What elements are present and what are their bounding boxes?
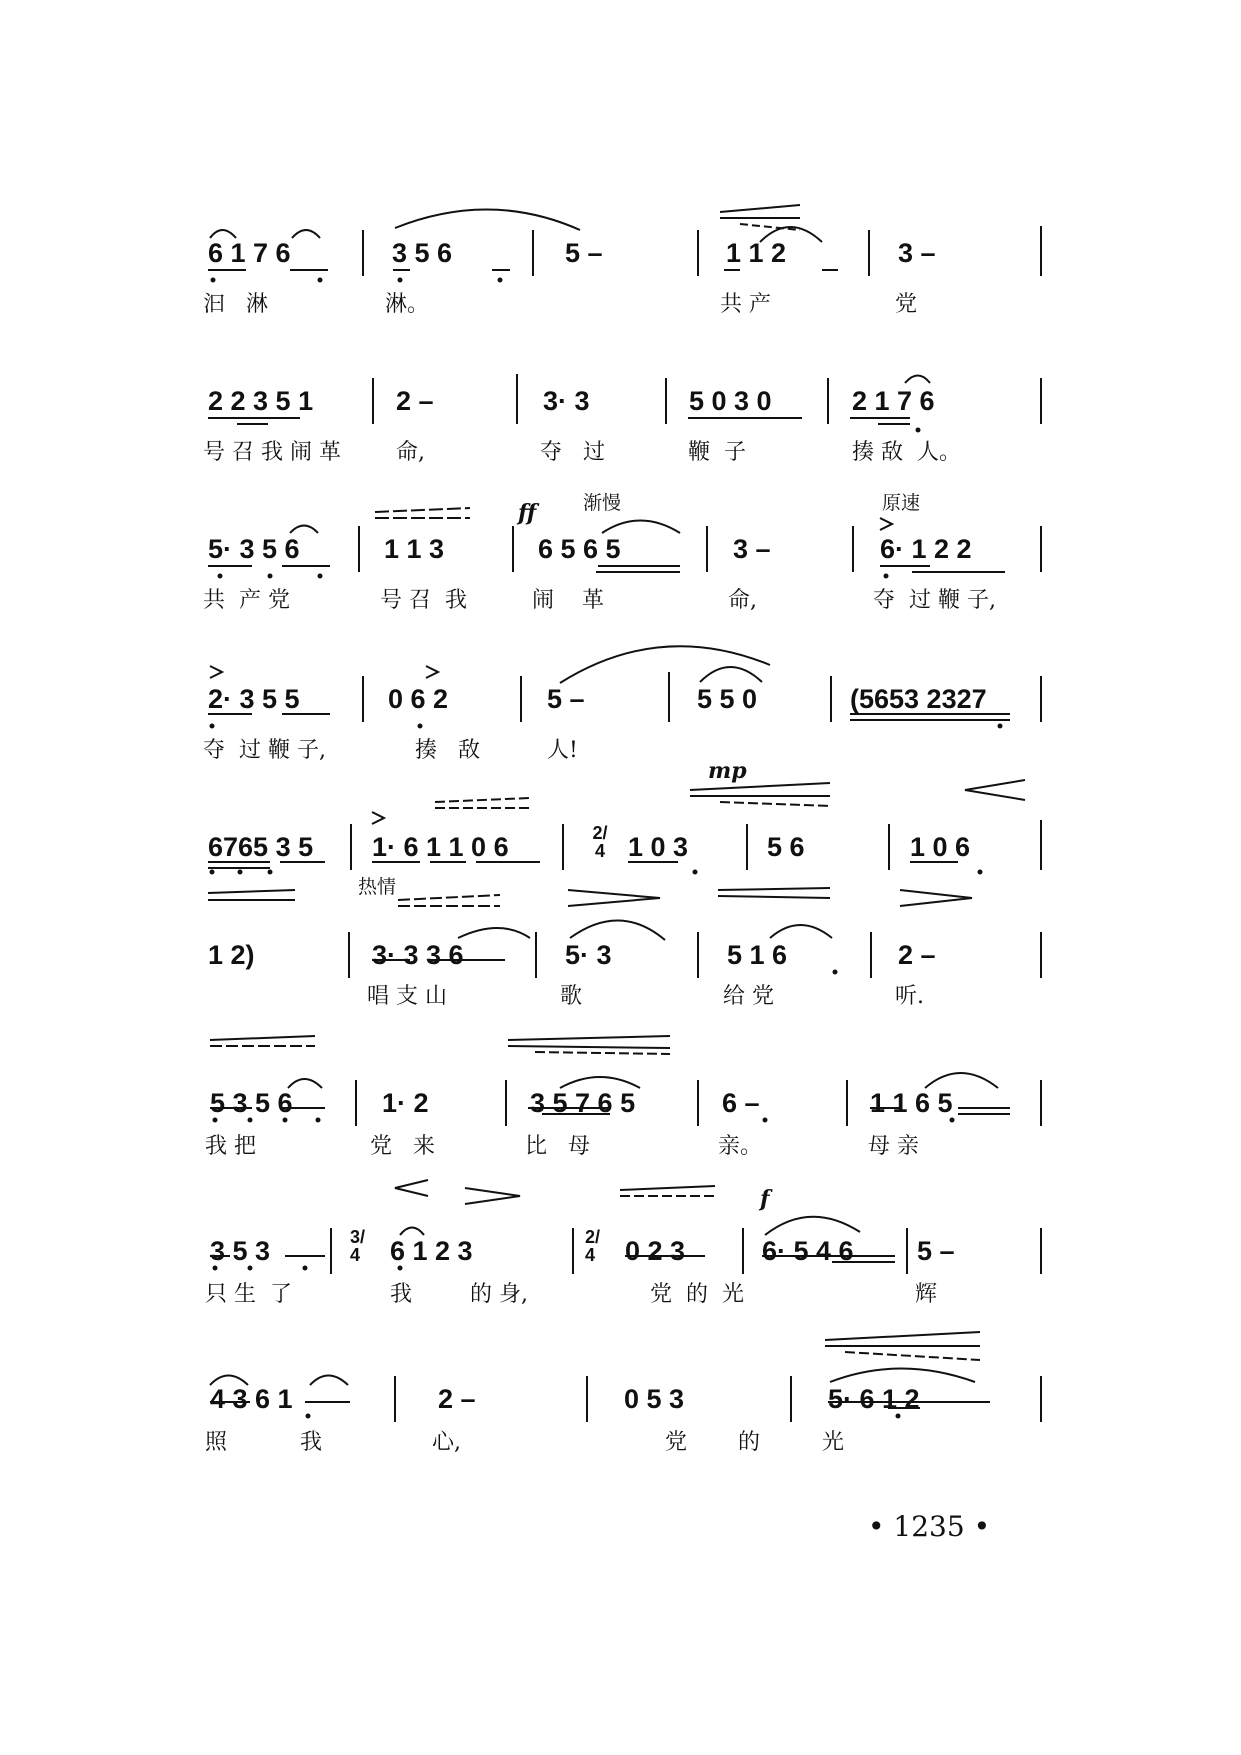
notes-m3: 5 –: [565, 238, 603, 268]
lyric: 的 身,: [470, 1282, 528, 1307]
barline: [512, 526, 514, 572]
notes-m3: 3· 3: [543, 386, 590, 416]
barline: [1040, 226, 1042, 276]
barline: [1040, 1228, 1042, 1274]
lyric: 照: [205, 1430, 228, 1455]
notes-m3: 5 –: [547, 684, 585, 714]
lyric: 党: [665, 1430, 688, 1455]
barline: [362, 230, 364, 276]
lyric: 党 的 光: [650, 1282, 744, 1307]
notes-m5: 3 –: [898, 238, 936, 268]
lyric: 我: [300, 1430, 323, 1455]
barline: [562, 824, 564, 870]
notes-m5: 1 0 6: [910, 832, 971, 862]
barline: [868, 230, 870, 276]
barline: [706, 526, 708, 572]
lyric: 夺 过: [540, 440, 605, 465]
notes-m4: 5 5 0: [697, 684, 758, 714]
barline: [697, 1080, 699, 1126]
notes-m4: 3 –: [733, 534, 771, 564]
barline: [790, 1376, 792, 1422]
barline: [827, 378, 829, 424]
lyric: 号 召 我: [380, 588, 467, 613]
barline: [1040, 820, 1042, 870]
notes-m1: 6 1 7 6: [208, 238, 291, 268]
barline: [697, 230, 699, 276]
notes-m1: 6765 3 5: [208, 832, 314, 862]
lyric: 淋。: [385, 292, 430, 317]
barline: [586, 1376, 588, 1422]
barline: [742, 1228, 744, 1274]
notes-m2: 6 1 2 3: [390, 1236, 473, 1266]
tempo-jianman: 渐慢: [583, 492, 622, 514]
notes-m2: 0 6 2: [388, 684, 449, 714]
lyric: 心,: [432, 1430, 461, 1455]
notes-m5: 6· 1 2 2: [880, 534, 972, 564]
lyric: 人!: [547, 738, 578, 763]
notes-m4: 6 –: [722, 1088, 760, 1118]
lyric: 比 母: [525, 1134, 590, 1159]
notes-m5: 5 –: [917, 1236, 955, 1266]
barline: [870, 932, 872, 978]
notes-m4: 5 6: [767, 832, 805, 862]
notes-m2: 1· 2: [382, 1088, 429, 1118]
lyric: 命,: [396, 440, 425, 465]
notes-m5: (5653 2327: [850, 684, 987, 714]
lyric: 命,: [728, 588, 757, 613]
notes-m1: 4 3 6 1: [210, 1384, 293, 1414]
lyric: 号 召 我 闹 革: [203, 440, 341, 465]
barline: [516, 374, 518, 424]
time-signature: 2/4: [592, 823, 608, 861]
lyric: 歌: [560, 984, 583, 1009]
notes-m4: 5 1 6: [727, 940, 788, 970]
lyric: 光: [822, 1430, 845, 1455]
lyric: 共 产 党: [203, 588, 290, 613]
barline: [1040, 1080, 1042, 1126]
lyric: 闹 革: [532, 588, 604, 613]
barline: [355, 1080, 357, 1126]
notes-m3: 6 5 6 5: [538, 534, 621, 564]
notes-m3: 0 2 3: [625, 1236, 686, 1266]
notes-m1: 5· 3 5 6: [208, 534, 300, 564]
barline: [906, 1228, 908, 1274]
notes-m2: 1· 6 1 1 0 6: [372, 832, 509, 862]
notes-m3: 1 0 3: [628, 832, 689, 862]
barline: [852, 526, 854, 572]
notes-m2: 3· 3 3 6: [372, 940, 464, 970]
notes-m4: 1 1 2: [726, 238, 787, 268]
time-signature: 3/4: [350, 1227, 366, 1265]
lyric: 的: [738, 1430, 761, 1455]
notes-m4: 5 0 3 0: [689, 386, 772, 416]
lyric: 揍 敌 人。: [852, 440, 961, 465]
barline: [1040, 526, 1042, 572]
barline: [535, 932, 537, 978]
barline: [1040, 932, 1042, 978]
notes-m2: 3 5 6: [392, 238, 453, 268]
barline: [846, 1080, 848, 1126]
lyric: 夺 过 鞭 子,: [203, 738, 326, 763]
barline: [532, 230, 534, 276]
lyric: 我: [390, 1282, 413, 1307]
barline: [1040, 1376, 1042, 1422]
notes-m5: 1 1 6 5: [870, 1088, 953, 1118]
barline: [888, 824, 890, 870]
lyric: 揍 敌: [415, 738, 480, 763]
barline: [572, 1228, 574, 1274]
dynamic-f: f: [760, 1186, 770, 1212]
tempo-yuansu: 原速: [882, 492, 921, 514]
lyric: 只 生 了: [205, 1282, 292, 1307]
lyric: 党: [895, 292, 918, 317]
notes-m2: 2 –: [438, 1384, 476, 1414]
notes-m1: 3 5 3: [210, 1236, 271, 1266]
lyric: 给 党: [723, 984, 774, 1009]
lyric: 我 把: [205, 1134, 256, 1159]
lyric: 唱 支 山: [367, 984, 447, 1009]
barline: [362, 676, 364, 722]
expression-reqing: 热情: [358, 876, 397, 898]
notes-m5: 2 1 7 6: [852, 386, 935, 416]
barline: [350, 824, 352, 870]
page-number: • 1235 •: [868, 1510, 991, 1543]
lyric: 夺 过 鞭 子,: [873, 588, 996, 613]
lyric: 鞭 子: [688, 440, 746, 465]
notes-m3: 3 5 7 6 5: [530, 1088, 636, 1118]
barline: [394, 1376, 396, 1422]
lyric: 亲。: [718, 1134, 763, 1159]
barline: [1040, 676, 1042, 722]
notes-m1: 2 2 3 5 1: [208, 386, 314, 416]
barline: [665, 378, 667, 424]
barline: [358, 526, 360, 572]
dynamic-mp: mp: [708, 758, 747, 784]
lyric: 听.: [895, 984, 924, 1009]
lyric: 共 产: [720, 292, 771, 317]
notes-m2: 1 1 3: [384, 534, 445, 564]
barline: [668, 672, 670, 722]
lyric: 党 来: [370, 1134, 435, 1159]
barline: [830, 676, 832, 722]
time-signature: 2/4: [585, 1227, 601, 1265]
notes-m3: 0 5 3: [624, 1384, 685, 1414]
barline: [520, 676, 522, 722]
notes-m1: 2· 3 5 5: [208, 684, 300, 714]
notes-m2: 2 –: [396, 386, 434, 416]
notes-m1: 1 2): [208, 940, 255, 970]
barline: [746, 824, 748, 870]
dynamic-ff: ff: [518, 500, 537, 526]
barline: [330, 1228, 332, 1274]
notes-m5: 2 –: [898, 940, 936, 970]
lyric: 母 亲: [868, 1134, 919, 1159]
lyric: 辉: [915, 1282, 938, 1307]
barline: [1040, 378, 1042, 424]
barline: [697, 932, 699, 978]
notes-m1: 5 3 5 6: [210, 1088, 293, 1118]
barline: [348, 932, 350, 978]
notes-m3: 5· 3: [565, 940, 612, 970]
notes-m4: 6· 5 4 6: [762, 1236, 854, 1266]
barline: [372, 378, 374, 424]
notes-m4: 5· 6 1 2: [828, 1384, 920, 1414]
lyric: 汩 淋: [203, 292, 268, 317]
barline: [505, 1080, 507, 1126]
